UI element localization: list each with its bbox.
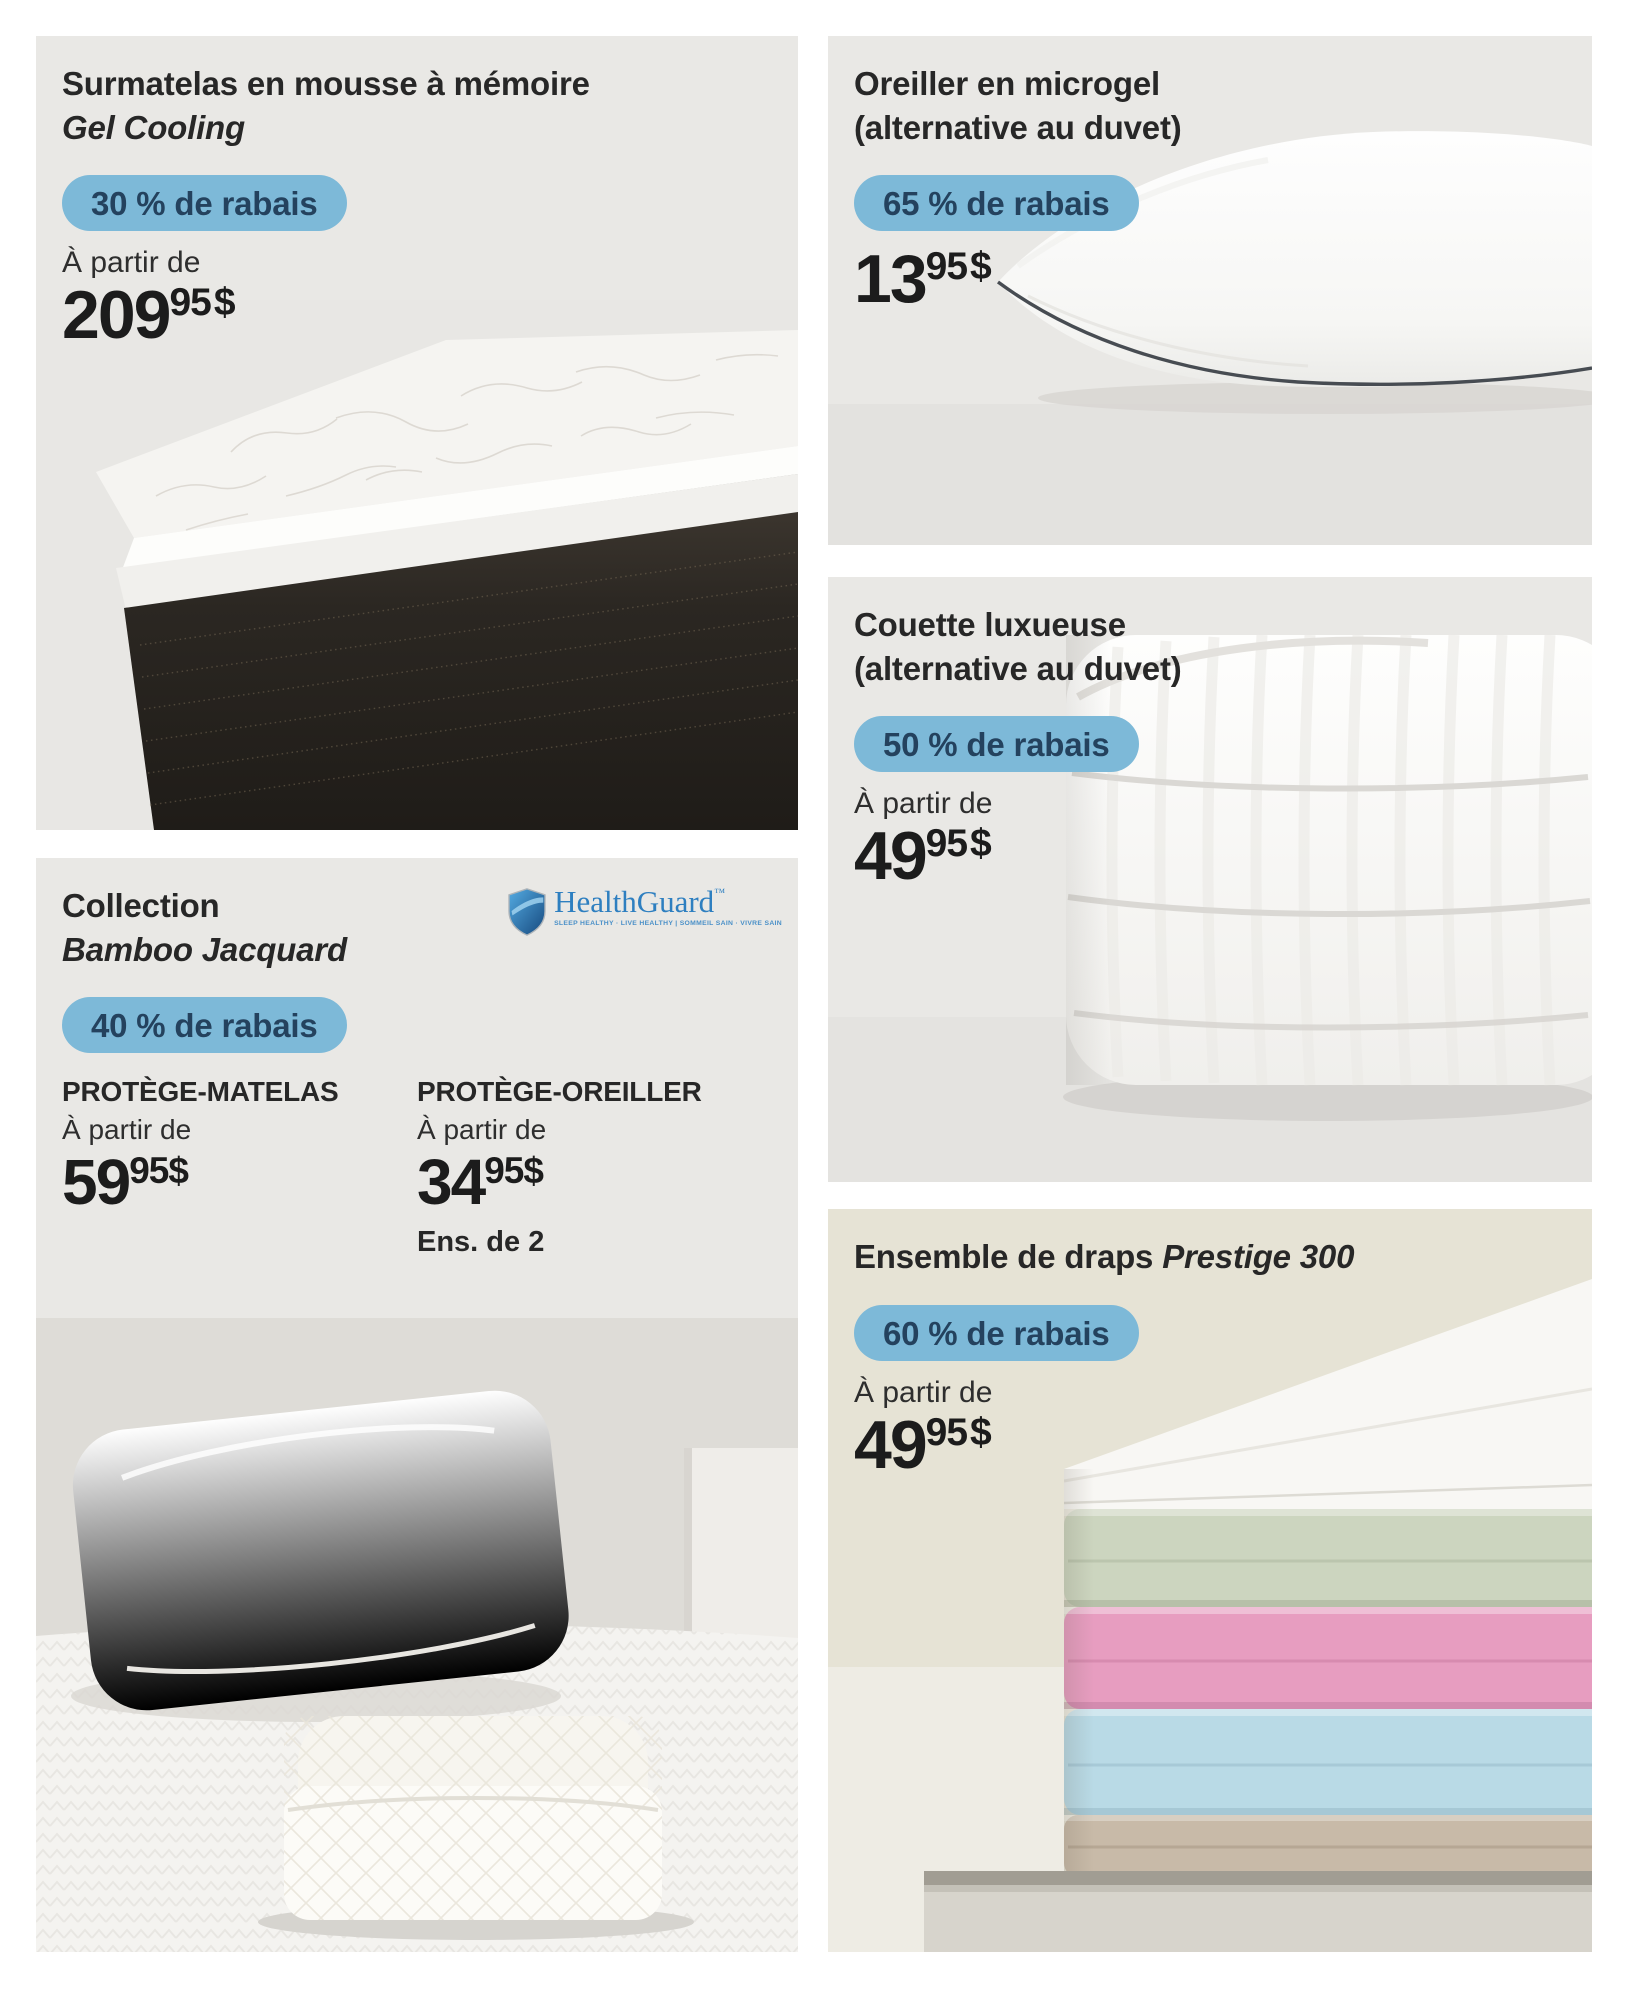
price: $34^{95\$}$ [417,1146,543,1219]
title-line-1: Oreiller en microgel [854,65,1160,102]
discount-badge: 50 % de rabais [854,716,1139,772]
product-card-oreiller[interactable] [828,36,1592,545]
from-label: À partir de [62,246,201,280]
title-line-1: Collection [62,887,220,924]
from-label: À partir de [417,1113,547,1145]
product-card-collection-bamboo[interactable] [36,858,798,1952]
mattress-topper-photo [36,300,798,830]
product-title [62,62,788,149]
from-label: À partir de [62,1113,192,1145]
healthguard-shield-icon [507,888,547,936]
price: $13^{95\$}$ [854,241,991,318]
product-card-couette[interactable] [828,577,1592,1182]
protege-oreiller-offer [417,1077,747,1259]
from-label: À partir de [854,787,993,821]
pillow-shape [67,1385,574,1716]
title-line-2: Gel Cooling [62,108,245,146]
title-line-2: (alternative au duvet) [854,108,1182,146]
product-card-surmatelas[interactable] [36,36,798,830]
protege-matelas-offer [62,1077,392,1259]
discount-badge: 40 % de rabais [62,997,347,1053]
title-line-1: Surmatelas en mousse à mémoire [62,65,590,102]
discount-badge: 65 % de rabais [854,175,1139,231]
offer-note: Ens. de 2 [417,1226,545,1259]
title-line-2: Bamboo Jacquard [62,930,347,968]
product-title [854,603,1582,690]
healthguard-wordmark: HealthGuard™ [554,884,725,919]
price: $49^{95\$}$ [854,818,991,895]
title-line-2: (alternative au duvet) [854,649,1182,687]
folded-mattress-pad [284,1716,662,1920]
from-label: À partir de [854,1375,993,1409]
discount-badge: 30 % de rabais [62,175,347,231]
discount-badge: 60 % de rabais [854,1305,1139,1361]
offer-heading: PROTÈGE-OREILLER [417,1076,702,1108]
healthguard-tagline: SLEEP HEALTHY · LIVE HEALTHY | SOMMEIL SAIN · VIVRE SAIN [554,920,782,927]
offer-heading: PROTÈGE-MATELAS [62,1076,339,1108]
product-card-draps[interactable] [828,1209,1592,1952]
bed-mattress-pad-photo [36,1318,798,1952]
product-title [854,62,1582,149]
product-title [854,1235,1582,1279]
price: $49^{95\$}$ [854,1406,991,1483]
title-roman: Ensemble de draps [854,1238,1154,1275]
price: $209^{95\$}$ [62,277,235,354]
title-line-1: Couette luxueuse [854,606,1126,643]
title-italic: Prestige 300 [1162,1238,1355,1275]
price: $59^{95\$}$ [62,1146,188,1219]
healthguard-logo [507,886,782,936]
